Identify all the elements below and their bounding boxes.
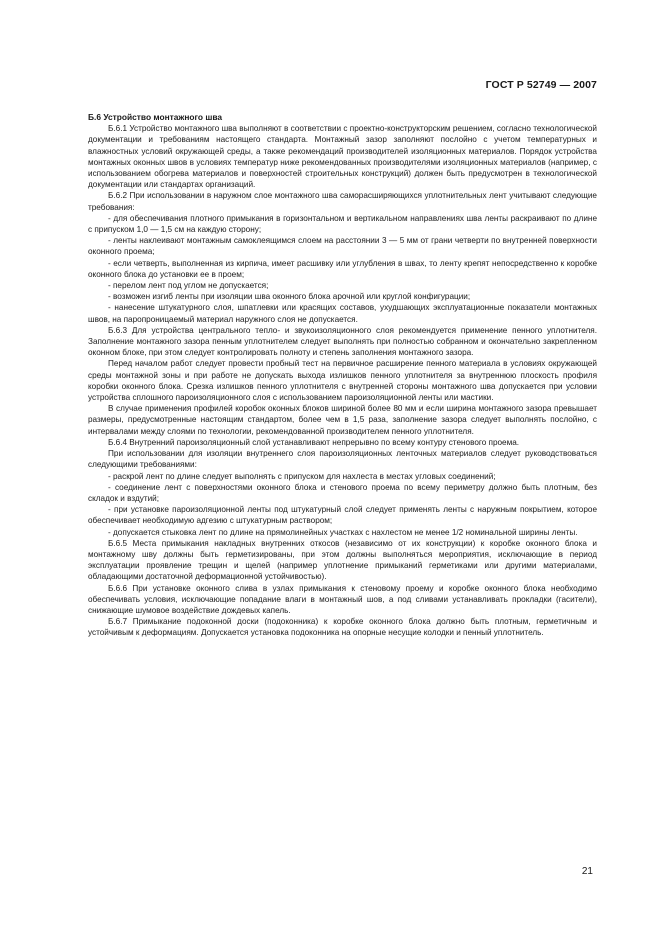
paragraph: - возможен изгиб ленты при изоляции шва оконного блока арочной или круглой конфигурации; bbox=[108, 292, 471, 302]
paragraph-list bbox=[88, 123, 597, 638]
paragraph: В случае применения профилей коробок оконных блоков шириной более 80 мм и если ширина монтажного зазора превышает размеры, предусмотренные настоящим стандартом, более чем в 1,5 раза, заполнение зазора следует выполнять послойно, с интервалами между слоями по технологии, рекомендованной производителем пенного уплотнителя. bbox=[88, 404, 597, 436]
document-code-header: ГОСТ Р 52749 — 2007 bbox=[485, 79, 597, 91]
paragraph: - раскрой лент по длине следует выполнять с припуском для нахлеста в местах угловых соединений; bbox=[108, 471, 496, 481]
paragraph: - перелом лент под углом не допускается; bbox=[108, 281, 269, 291]
paragraph: Б.6.7 Примыкание подоконной доски (подоконника) к коробке оконного блока должно быть плотным, герметичным и устойчивым к деформациям. Допускается установка подоконника на опорные несущие колодки и пенный уплотнитель. bbox=[88, 617, 597, 638]
paragraph: Б.6.1 Устройство монтажного шва выполняют в соответствии с проектно-конструкторским решением, согласно технологической документации и требованиям настоящего стандарта. Монтажный зазор заполняют послойно с учетом температурных и влажностных условий окружающей среды, а также рекомендаций производителей изоляционных материалов. Порядок устройства монтажных оконных швов в условиях температур ниже рекомендованных производителями изоляционных материалов (например, с использованием обогрева материалов и поверхностей строительных конструкций) должен быть предусмотрен в технологической документации или стандартах организаций. bbox=[88, 124, 597, 190]
paragraph: При использовании для изоляции внутреннего слоя пароизоляционных ленточных материалов следует руководствоваться следующими требованиями: bbox=[88, 449, 597, 470]
paragraph: Б.6.2 При использовании в наружном слое монтажного шва саморасширяющихся уплотнительных лент учитывают следующие требования: bbox=[88, 191, 597, 212]
section-title: Б.6 Устройство монтажного шва bbox=[88, 112, 223, 122]
paragraph: - при установке пароизоляционной ленты под штукатурный слой следует применять ленты с наружным покрытием, которое обеспечивает необходимую адгезию с штукатурным раствором; bbox=[88, 505, 597, 526]
paragraph: Перед началом работ следует провести пробный тест на первичное расширение пенного материала в условиях окружающей среды монтажной зоны и при работе не допускать выхода излишков пенного уплотнителя за внутреннюю плоскость профиля коробки оконного блока. Срезка излишков пенного уплотнителя с внутренней стороны монтажного шва допускается при условии устройства сплошного пароизоляционного слоя с использованием пароизоляционной ленты или мастики. bbox=[88, 359, 597, 403]
document-body bbox=[88, 112, 597, 639]
page-number: 21 bbox=[581, 866, 593, 877]
paragraph: - ленты наклеивают монтажным самоклеящимся слоем на расстоянии 3 — 5 мм от грани четверти по внутренней поверхности оконного проема; bbox=[88, 236, 597, 257]
paragraph: - для обеспечивания плотного примыкания в горизонтальном и вертикальном направлениях шва ленты раскраивают по длине с припуском 1,0 — 1,5 см на каждую сторону; bbox=[88, 213, 597, 235]
paragraph: Б.6.5 Места примыкания накладных внутренних откосов (независимо от их конструкции) к коробке оконного блока и монтажному шву должны быть герметизированы, при этом должны выполняться мероприятия, исключающие в период эксплуатации проявление трещин и щелей (например уплотнение примыканий герметиками или другими материалами, обладающими достаточной деформационной устойчивостью). bbox=[88, 538, 597, 582]
paragraph: Б.6.4 Внутренний пароизоляционный слой устанавливают непрерывно по всему контуру стенового проема. bbox=[108, 437, 520, 447]
paragraph: - допускается стыковка лент по длине на прямолинейных участках с нахлестом не менее 1/2 номинальной ширины ленты. bbox=[108, 527, 578, 537]
paragraph: Б.6.6 При установке оконного слива в узлах примыкания к стеновому проему и коробке оконного блока необходимо обеспечивать условия, исключающие попадание влаги в монтажный шов, а под сливами устанавливать прокладки (гасители), снижающие шумовое воздействие дождевых капель. bbox=[88, 583, 597, 615]
paragraph: - соединение лент с поверхностями оконного блока и стенового проема по всему периметру должно быть плотным, без складок и вздутий; bbox=[88, 482, 597, 503]
paragraph: Б.6.3 Для устройства центрального тепло- и звукоизоляционного слоя рекомендуется применение пенного уплотнителя. Заполнение монтажного зазора пенным уплотнителем следует выполнять при полностью собранном и окончательно закрепленном оконном блоке, при этом следует контролировать полноту и степень заполнения монтажного зазора. bbox=[88, 325, 597, 358]
paragraph: - нанесение штукатурного слоя, шпатлевки или красящих составов, ухудшающих эксплуатационные показатели монтажных швов, на паропроницаемый материал наружного слоя не допускается. bbox=[88, 303, 597, 324]
paragraph: - если четверть, выполненная из кирпича, имеет расшивку или углубления в швах, то ленту крепят непосредственно к коробке оконного блока до установки ее в проем; bbox=[88, 258, 597, 279]
